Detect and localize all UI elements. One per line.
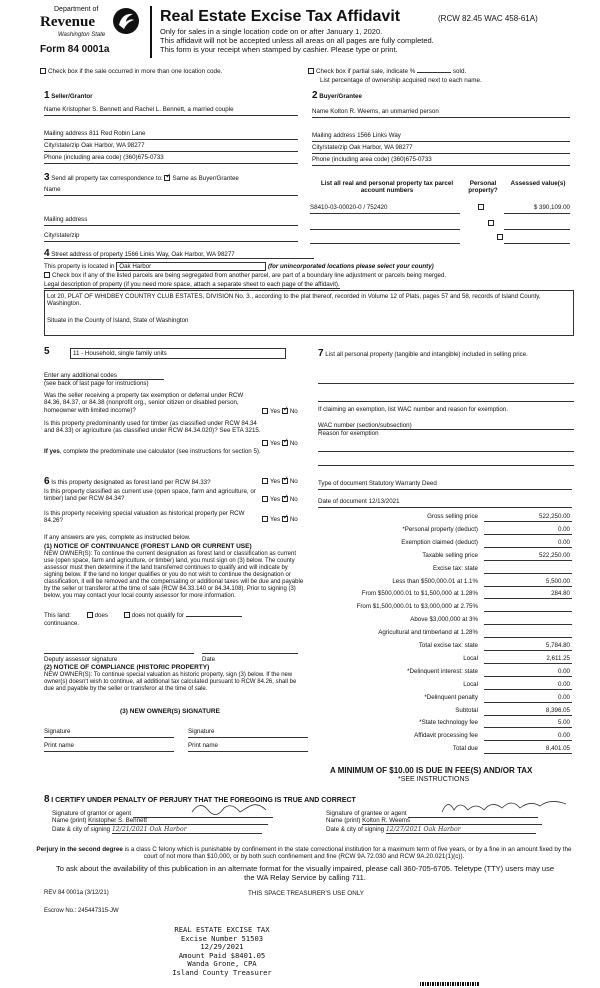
- current-use-yn: Yes ✓ No: [262, 496, 298, 503]
- checkbox[interactable]: [308, 68, 314, 74]
- seller-mail-field[interactable]: 811 Red Robin Lane: [89, 130, 146, 137]
- stamp-line: REAL ESTATE EXCISE TAX: [174, 925, 270, 934]
- assessed-col-header: Assessed value(s): [510, 180, 566, 187]
- tax-row-label: Local: [463, 654, 478, 662]
- no-checkbox[interactable]: [282, 408, 288, 414]
- notice-compliance-body: NEW OWNER(S): To continue special valuation as historic property, sign (3) below. If the new owner(s) doesn't wish to continue, all additional tax calculated pursuant to RCW 84.26, shall be due and payable by the seller or transferor at the time of sale.: [44, 672, 297, 693]
- personal-checkbox-3[interactable]: [497, 234, 503, 240]
- grantor-date-field[interactable]: 12/21/2021 Oak Harbor: [112, 826, 262, 834]
- buyer-phone-row: Phone (including area code) (360)675-0733: [312, 156, 570, 166]
- parcel-row-2[interactable]: [310, 220, 460, 230]
- grantor-name-field[interactable]: Kristopher S. Bennett: [88, 817, 268, 825]
- personal-property-line-2[interactable]: [318, 394, 574, 402]
- stamp-line: 12/29/2021: [200, 942, 244, 952]
- doc-type-field[interactable]: Statutory Warranty Deed: [368, 480, 437, 487]
- legal-text-1: Lot 20, PLAT OF WHIDBEY COUNTRY CLUB ESTATES, DIVISION No. 3., according to the plat thereof, recorded in Volume 12 of Plats, pages 57 and 58, records of Island County, Washington.: [47, 293, 541, 308]
- reason-line-2[interactable]: [318, 458, 574, 466]
- alternate-format-notice: To ask about the availability of this publication in an alternate format for the visually impaired, please call 360-705-6705. Teletype (TTY) users may use the WA Relay Service by calling 711.: [55, 864, 555, 882]
- property-section: [40, 246, 580, 340]
- tax-row-label: Gross selling price: [427, 513, 478, 520]
- timber-yn: Yes ✓ No: [262, 440, 298, 447]
- seller-city-field[interactable]: Oak Harbor, WA 98277: [81, 142, 145, 149]
- tax-row-value[interactable]: 2,611.25: [484, 655, 572, 664]
- tax-row: [318, 538, 574, 551]
- tax-row-value[interactable]: 0.00: [484, 732, 572, 741]
- tax-row-label: Subtotal: [455, 706, 478, 714]
- doc-date-row: Date of document 12/13/2021: [318, 498, 572, 508]
- buyer-phone-field[interactable]: (360)675-0733: [391, 156, 432, 163]
- escrow-number: Escrow No.: 245447315-JW: [44, 908, 119, 914]
- tax-row: [318, 744, 574, 757]
- deputy-date-line[interactable]: [202, 646, 298, 654]
- parcel-col-header: List all real and personal property tax parcel account numbers: [320, 180, 454, 195]
- see-instructions: *SEE INSTRUCTIONS: [398, 776, 470, 783]
- tax-row-label: *Delinquent interest: state: [407, 667, 478, 675]
- grantor-name-row: Name (print) Kristopher S. Bennett: [52, 817, 302, 825]
- buyer-mail-field[interactable]: 1566 Links Way: [357, 132, 401, 139]
- grantee-name-row: Name (print) Kolton R. Weems: [326, 817, 576, 825]
- seller-heading: 1 Seller/Grantor: [44, 90, 93, 101]
- tax-row-value[interactable]: 0.00: [484, 681, 572, 690]
- buyer-city-field[interactable]: Oak Harbor, WA 98277: [349, 144, 413, 151]
- form-revision: REV 84 0001a (3/12/21): [44, 890, 109, 896]
- sec3-heading: 3 Send all property tax correspondence to: ✓ Same as Buyer/Grantee: [44, 172, 239, 184]
- tax-row-label: *Delinquent penalty: [424, 693, 478, 701]
- checkbox[interactable]: [44, 272, 50, 278]
- personal-checkbox-1[interactable]: [478, 204, 484, 210]
- this-land-row: This land: does does not qualify for: [44, 612, 242, 619]
- owner-print-1[interactable]: Print name: [44, 742, 174, 752]
- tax-row: [318, 654, 574, 667]
- tax-row-value[interactable]: 5,500.00: [484, 578, 572, 587]
- tax-row-label: From $1,500,000.01 to $3,000,000 at 2.75%: [356, 603, 478, 611]
- legal-text-2: Situate in the County of Island, State of Washington: [47, 316, 189, 324]
- tax-row: [318, 667, 574, 680]
- barcode: [420, 982, 480, 986]
- personal-checkbox-2[interactable]: [488, 220, 494, 226]
- historic-yn: Yes ✓ No: [262, 516, 298, 523]
- assessed-row-2[interactable]: [504, 220, 570, 230]
- tax-row: [318, 551, 574, 564]
- reason-line-1[interactable]: [318, 444, 574, 452]
- tax-row-value[interactable]: 0.00: [484, 539, 572, 548]
- tax-table: [318, 512, 574, 758]
- stamp-line: Excise Number 51503: [180, 933, 264, 943]
- tax-row: [318, 602, 574, 615]
- forest-yn: Yes ✓ No: [262, 478, 298, 485]
- tax-row-label: Exemption claimed (deduct): [401, 538, 478, 546]
- tax-row: [318, 628, 574, 641]
- tax-row-label: *State technology fee: [419, 719, 478, 727]
- grantee-date-field[interactable]: 12/27/2021 Oak Harbor: [386, 826, 536, 834]
- tax-row-label: Less than $500,000.01 at 1.1%: [392, 577, 478, 585]
- form-title: Real Estate Excise Tax Affidavit: [160, 8, 401, 25]
- tax-row-label: Affidavit processing fee: [414, 732, 478, 740]
- sec3-city-row[interactable]: City/state/zip: [44, 232, 298, 242]
- stamp-line: Wanda Grone, CPA: [187, 959, 257, 969]
- historic-question: Is this property receiving special valuation as historical property per RCW 84.26?: [44, 510, 245, 525]
- seller-mail-row: Mailing address 811 Red Robin Lane: [44, 130, 298, 140]
- assessed-row-3[interactable]: [504, 234, 570, 244]
- personal-property-line-1[interactable]: [318, 376, 574, 384]
- owner-signature-1[interactable]: Signature: [44, 728, 174, 738]
- exemption-yn: Yes ✓ No: [262, 408, 298, 415]
- see-back: (see back of last page for instructions): [44, 380, 149, 387]
- tax-row-value[interactable]: 8,396.05: [484, 707, 572, 716]
- tax-row: [318, 731, 574, 744]
- buyer-city-row: City/state/zip Oak Harbor, WA 98277: [312, 144, 570, 154]
- deputy-date-label: Date: [202, 656, 216, 663]
- timber-question: Is this property predominantly used for timber (as classified under RCW 84.34 and 84.33) or agriculture (as classified under RCW 84.34.020)? See ETA 3215.: [44, 420, 261, 435]
- stamp-line: Amount Paid $8401.05: [178, 950, 266, 960]
- treasurer-stamp: [152, 926, 292, 978]
- personal-col-header: Personal property?: [468, 180, 498, 195]
- buyer-section: [308, 88, 570, 168]
- tax-row-value[interactable]: 8,401.05: [484, 745, 572, 754]
- wac-row[interactable]: WAC number (section/subsection): [318, 422, 574, 430]
- forest-section: [40, 474, 310, 774]
- tax-row-value[interactable]: 0.00: [484, 668, 572, 677]
- sec5-number: 5: [44, 346, 50, 357]
- legal-label: Legal description of property (if you need more space, attach a separate sheet to each page of the affidavit).: [44, 281, 340, 288]
- tax-row-value[interactable]: 0.00: [484, 526, 572, 535]
- seller-phone-row: Phone (including area code) (360)675-0733: [44, 154, 298, 164]
- notice-continuance-body: NEW OWNER(S): To continue the current designation as forest land or classification as current use (open space, farm and agriculture, or timber) land, you must sign on (3) below. The county assessor must then determine if the land transferred continues to qualify and will indicate by signing below. If the land no longer qualifies or you do not wish to continue the designation or classification, it will be removed and the compensating or additional taxes will be due and payable by the seller or transferor at the time of sale (RCW 84.33.140 or 84.34.108). Prior to signing (3) below, you may contact your local county assessor for more information.: [44, 551, 304, 600]
- location-select[interactable]: Oak Harbor: [116, 262, 266, 271]
- ownership-note: List percentage of ownership acquired next to each name.: [320, 77, 482, 84]
- parcel-row-1[interactable]: S8410-03-00020-0 / 752420: [310, 204, 460, 214]
- state-label: Washington State: [58, 32, 106, 38]
- sec3-mail-row[interactable]: Mailing address: [44, 216, 298, 226]
- tax-row-value[interactable]: 522,250.00: [484, 552, 572, 561]
- tax-row: [318, 718, 574, 731]
- seller-name-field[interactable]: Kristopher S. Bennett and Rachel L. Bennett, a married couple: [62, 106, 234, 113]
- tax-row: [318, 693, 574, 706]
- checkbox[interactable]: [40, 68, 46, 74]
- any-yes-note: If any answers are yes, complete as instructed below.: [44, 534, 191, 541]
- tax-row: [318, 680, 574, 693]
- deputy-sig-line[interactable]: [44, 646, 194, 654]
- tax-row-label: Local: [463, 680, 478, 688]
- yes-checkbox[interactable]: [262, 440, 268, 446]
- grantor-signature-scribble: [190, 800, 270, 816]
- header: [36, 6, 576, 64]
- new-owner-signature-title: (3) NEW OWNER(S) SIGNATURE: [120, 708, 220, 715]
- doc-type-row: Type of document Statutory Warranty Deed: [318, 480, 572, 490]
- header-line-1: Only for sales in a single location code on or after January 1, 2020.: [160, 27, 383, 36]
- dor-logo: [36, 6, 144, 55]
- tax-row-label: *Personal property (deduct): [402, 525, 478, 533]
- grantor-date-row: Date & city of signing 12/21/2021 Oak Harbor: [52, 826, 302, 834]
- grantee-signature-row: Signature of grantee or agent: [326, 808, 576, 818]
- tax-row-value[interactable]: 5,784.80: [484, 642, 572, 651]
- code-ref: (RCW 82.45 WAC 458-61A): [438, 14, 538, 23]
- exemption-note: If claiming an exemption, list WAC number and reason for exemption.: [318, 406, 508, 413]
- no-checkbox[interactable]: [282, 496, 288, 502]
- does-not-checkbox[interactable]: [124, 612, 130, 618]
- tax-row-value[interactable]: [484, 629, 572, 638]
- street-address-row: 4 Street address of property 1566 Links Way, Oak Harbor, WA 98277: [44, 248, 314, 259]
- seller-name-row: Name Kristopher S. Bennett and Rachel L. Bennett, a married couple: [44, 106, 298, 116]
- tax-row-value[interactable]: [484, 603, 572, 612]
- doc-date-field[interactable]: 12/13/2021: [368, 498, 400, 505]
- yes-checkbox[interactable]: [262, 516, 268, 522]
- tax-row-value[interactable]: 5.00: [484, 719, 572, 728]
- dor-logo-icon: [112, 7, 140, 35]
- sec7-text: 7 List all personal property (tangible and intangible) included in selling price.: [318, 348, 528, 359]
- grantee-signature-scribble: [440, 796, 570, 818]
- yes-checkbox[interactable]: [262, 478, 268, 484]
- yes-checkbox[interactable]: [262, 496, 268, 502]
- tax-row-value[interactable]: 522,250.00: [484, 513, 572, 522]
- seller-city-row: City/state/zip Oak Harbor, WA 98277: [44, 142, 298, 152]
- tax-row: [318, 512, 574, 525]
- continuance-field[interactable]: [186, 616, 242, 617]
- perjury-notice: Perjury in the second degree is a class C felony which is punishable by confinement in the state correctional institution for a maximum term of five years, or by a fine in an amount fixed by the court of not more than $10,000, or by both such confinement and fine (RCW 9A.72.030 and RCW 9A.20.021(1)(c)).: [36, 846, 572, 861]
- certification-title: 8 I CERTIFY UNDER PENALTY OF PERJURY THAT THE FOREGOING IS TRUE AND CORRECT: [44, 794, 356, 805]
- use-code-select[interactable]: 11 - Household, single family units: [70, 348, 286, 359]
- forest-question: 6 Is this property designated as forest land per RCW 84.33?: [44, 476, 211, 487]
- deputy-sig-label: Deputy assessor signature: [44, 656, 118, 663]
- tax-row: [318, 577, 574, 590]
- street-address-field[interactable]: 1566 Links Way, Oak Harbor, WA 98277: [124, 251, 235, 258]
- if-yes-note: If yes, complete the predominate use calculator (see instructions for section 5).: [44, 448, 261, 455]
- tax-row: [318, 641, 574, 654]
- percent-field[interactable]: [417, 72, 451, 73]
- partial-sale-check[interactable]: Check box if partial sale, indicate % sold.: [308, 68, 466, 75]
- assessed-row-1[interactable]: $ 390,109.00: [504, 204, 570, 214]
- tax-row-value[interactable]: 284.80: [484, 590, 572, 599]
- no-checkbox[interactable]: [282, 478, 288, 484]
- tax-row-label: Total excise tax: state: [418, 642, 478, 649]
- correspondence-section: [40, 170, 580, 246]
- grantor-signature-row: Signature of grantor or agent: [52, 808, 302, 818]
- no-checkbox[interactable]: [282, 516, 288, 522]
- tax-row-label: Excise tax: state: [432, 564, 478, 572]
- additional-codes-row[interactable]: Enter any additional codes: [44, 372, 164, 380]
- seller-phone-field[interactable]: (360)675-0733: [123, 154, 164, 161]
- parcel-row-3[interactable]: [310, 234, 460, 244]
- legal-description-box[interactable]: [44, 290, 574, 336]
- header-line-2: This affidavit will not be accepted unless all areas on all pages are fully completed.: [160, 36, 434, 45]
- grantee-date-row: Date & city of signing 12/27/2021 Oak Harbor: [326, 826, 576, 834]
- tax-row: [318, 564, 574, 577]
- notice-continuance-title: (1) NOTICE OF CONTINUANCE (FOREST LAND OR CURRENT USE): [44, 543, 252, 550]
- grantee-name-field[interactable]: Kolton R. Weems: [362, 817, 542, 825]
- header-line-3: This form is your receipt when stamped by cashier. Please type or print.: [160, 45, 398, 54]
- notice-compliance-title: (2) NOTICE OF COMPLIANCE (HISTORIC PROPERTY): [44, 664, 210, 671]
- tax-row-label: Total due: [452, 745, 478, 753]
- current-use-question: Is this property classified as current use (open space, farm and agriculture, or timber) land per RCW 84.34?: [44, 488, 256, 503]
- tax-row: [318, 615, 574, 628]
- tax-row-label: Agricultural and timberland at 1.28%: [378, 629, 478, 637]
- stamp-line: Island County Treasurer: [172, 967, 272, 977]
- seller-section: [40, 88, 298, 168]
- tax-row-value[interactable]: [484, 565, 572, 574]
- personal-property-section: [316, 344, 580, 472]
- tax-row: [318, 525, 574, 538]
- exemption-question: Was the seller receiving a property tax exemption or deferral under RCW 84.36, 84.37, or 84.38 (nonprofit org., senior citizen or disabled person, homeowner with limited income)?: [44, 392, 244, 414]
- owner-signature-2[interactable]: Signature: [188, 728, 308, 738]
- multi-location-check[interactable]: Check box if the sale occurred in more than one location code.: [40, 68, 222, 75]
- treasurer-use-label: THIS SPACE TREASURER'S USE ONLY: [248, 890, 364, 897]
- tax-row: [318, 589, 574, 602]
- agency-label: Department of: [54, 6, 99, 13]
- owner-print-2[interactable]: Print name: [188, 742, 308, 752]
- sec3-name-row[interactable]: Name: [44, 186, 298, 196]
- reason-label: Reason for exemption: [318, 430, 379, 437]
- buyer-name-row: Name Kolton R. Weems, an unmarried person: [312, 108, 570, 118]
- continuance-label: continuance.: [44, 620, 80, 627]
- minimum-due-note: A MINIMUM OF $10.00 IS DUE IN FEE(S) AND/OR TAX: [330, 766, 533, 775]
- no-checkbox[interactable]: [282, 440, 288, 446]
- buyer-mail-row: Mailing address 1566 Links Way: [312, 132, 570, 142]
- does-checkbox[interactable]: [87, 612, 93, 618]
- tax-row-label: From $500,000.01 to $1,500,000 at 1.28%: [361, 590, 478, 598]
- tax-row-value[interactable]: [484, 616, 572, 625]
- same-as-buyer-checkbox[interactable]: [164, 175, 170, 181]
- certification-section: [40, 794, 580, 844]
- header-divider: [150, 6, 152, 58]
- form-number: Form 84 0001a: [40, 44, 110, 55]
- tax-row-value[interactable]: 0.00: [484, 694, 572, 703]
- tax-row: [318, 706, 574, 719]
- buyer-name-field[interactable]: Kolton R. Weems, an unmarried person: [330, 108, 439, 115]
- tax-row-label: Taxable selling price: [422, 551, 478, 559]
- tax-row-label: Above $3,000,000 at 3%: [410, 616, 478, 624]
- yes-checkbox[interactable]: [262, 408, 268, 414]
- use-section: [40, 344, 308, 472]
- location-row: This property is located in Oak Harbor (for unincorporated locations please select your county): [44, 263, 434, 270]
- segregated-check[interactable]: Check box if any of the listed parcels are being segregated from another parcel, are part of a boundary line adjustment or parcels being merged.: [44, 272, 446, 279]
- agency-name: Revenue: [40, 14, 95, 30]
- buyer-heading: 2 Buyer/Grantee: [312, 90, 362, 101]
